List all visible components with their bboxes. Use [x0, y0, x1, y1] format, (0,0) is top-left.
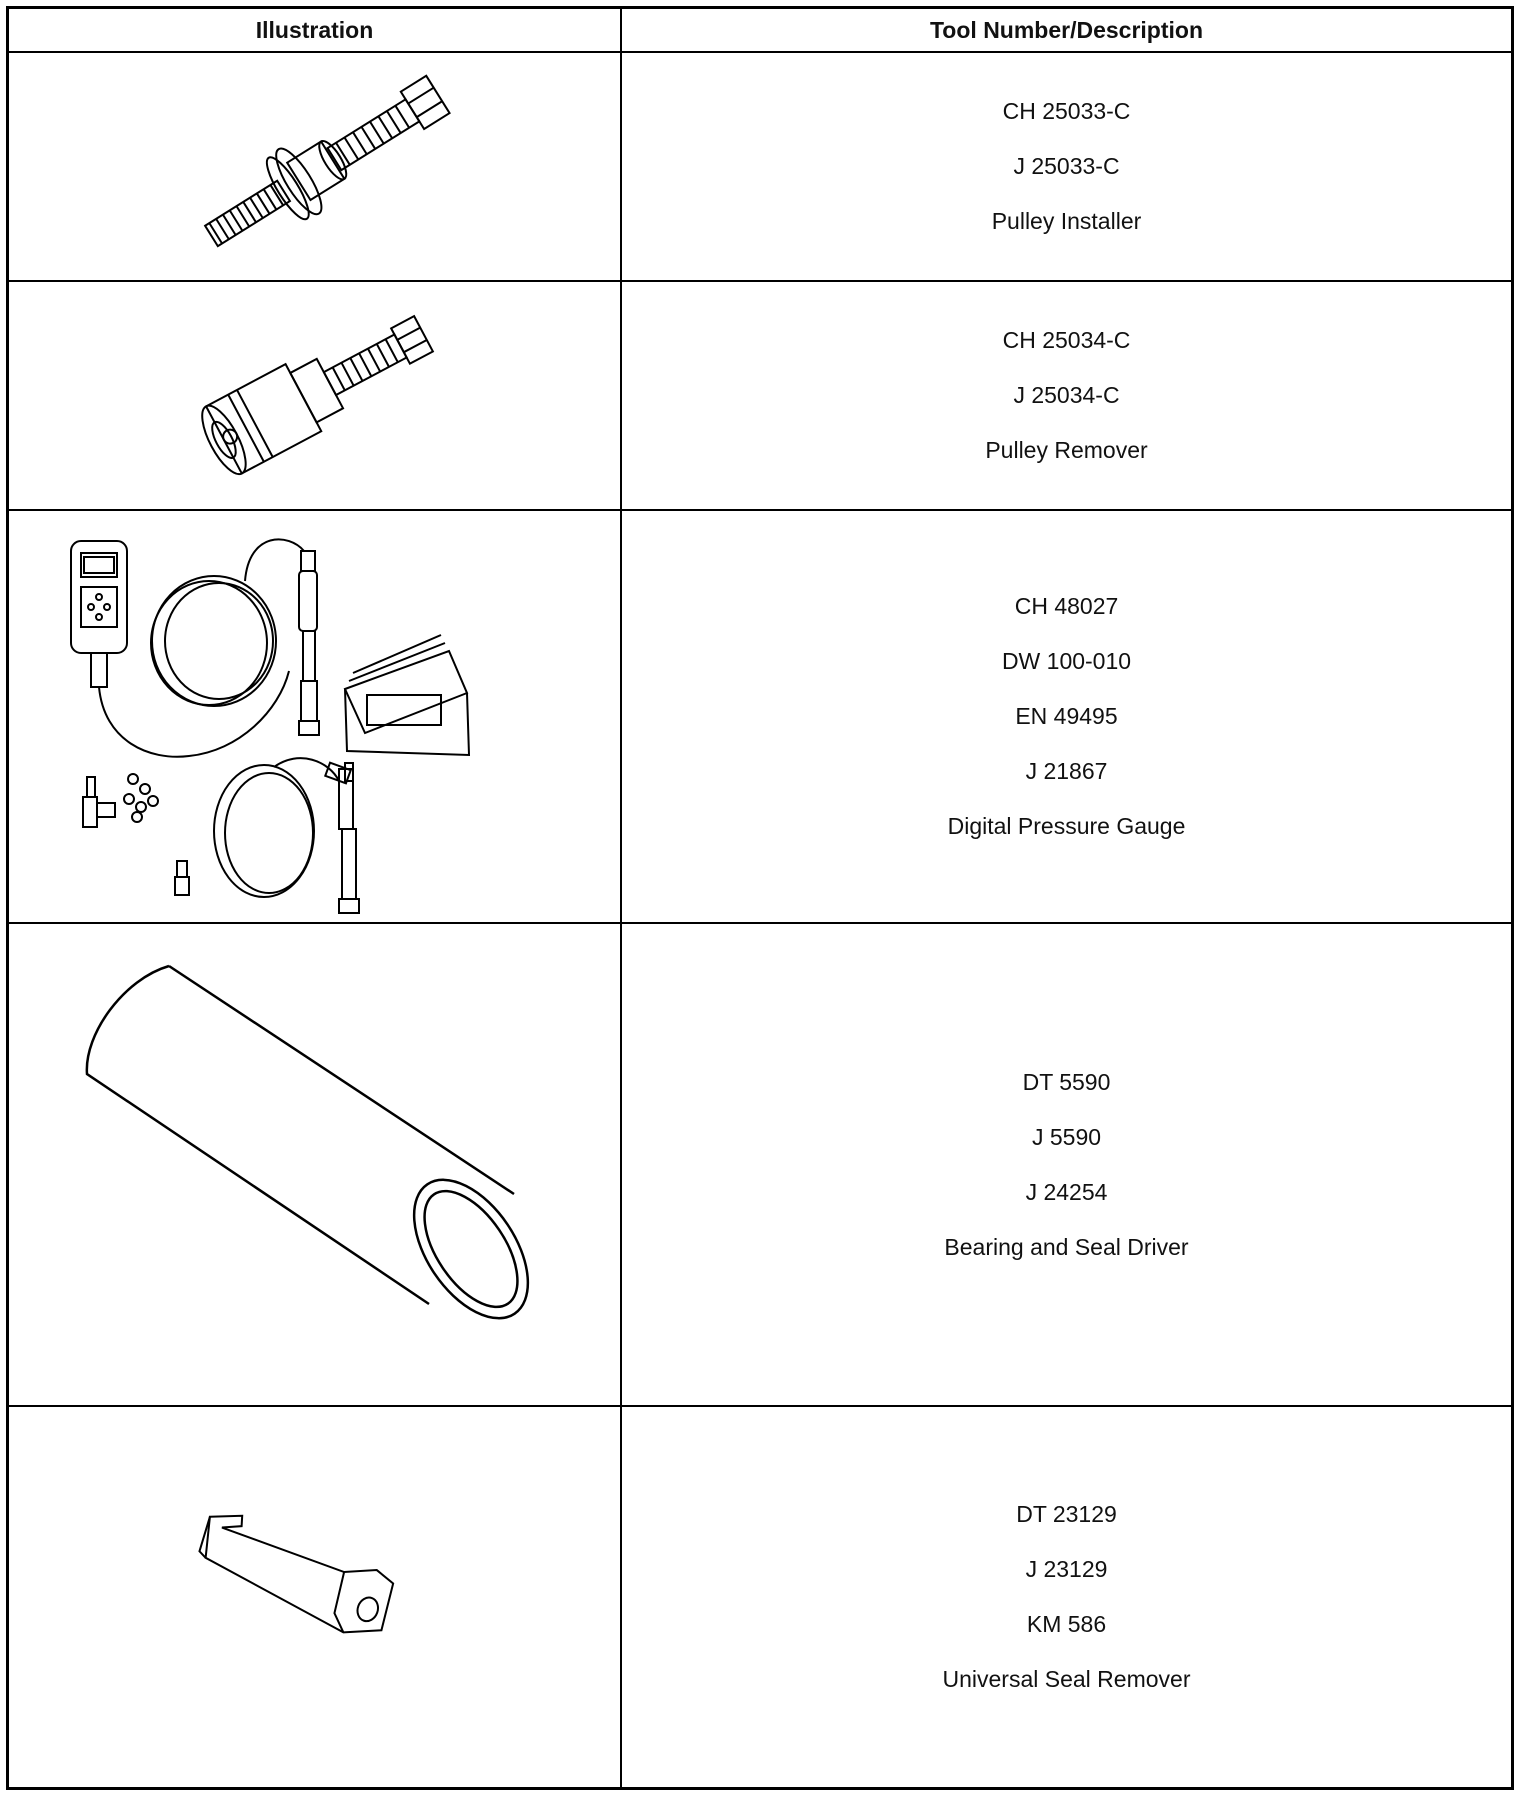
tool-number: CH 48027	[1014, 593, 1119, 619]
tool-number: CH 25034-C	[1002, 327, 1131, 353]
tool-description	[622, 53, 1511, 280]
tool-number: J 25034-C	[1013, 382, 1120, 408]
tool-number: DT 23129	[1016, 1501, 1117, 1527]
table-row	[9, 511, 1511, 924]
tool-name: Bearing and Seal Driver	[944, 1233, 1189, 1260]
table-header	[9, 9, 1511, 53]
bearing-seal-driver-icon	[9, 924, 620, 1405]
tool-number: CH 25033-C	[1002, 98, 1131, 124]
tool-name: Pulley Installer	[991, 208, 1142, 234]
tool-number: J 5590	[1031, 1123, 1102, 1150]
header-tool: Tool Number/Description	[929, 16, 1204, 43]
table-row	[9, 53, 1511, 282]
table-row	[9, 1407, 1511, 1787]
tool-number: J 21867	[1025, 758, 1108, 784]
tool-number: DW 100-010	[1001, 648, 1132, 674]
tool-description	[622, 282, 1511, 509]
tool-description	[622, 511, 1511, 922]
tool-name: Pulley Remover	[985, 437, 1148, 463]
tool-name: Universal Seal Remover	[942, 1666, 1191, 1692]
digital-pressure-gauge-icon	[9, 511, 620, 922]
tool-number: J 25033-C	[1013, 153, 1120, 179]
tool-description	[622, 924, 1511, 1405]
tool-name: Digital Pressure Gauge	[947, 813, 1186, 839]
tool-number: EN 49495	[1015, 703, 1118, 729]
universal-seal-remover-icon	[9, 1407, 620, 1787]
pulley-installer-icon	[9, 53, 620, 280]
tool-description	[622, 1407, 1511, 1787]
table-row	[9, 282, 1511, 511]
header-illustration: Illustration	[255, 16, 374, 43]
tool-table	[6, 6, 1514, 1790]
pulley-remover-icon	[9, 282, 620, 509]
tool-number: KM 586	[1026, 1611, 1107, 1637]
table-row	[9, 924, 1511, 1407]
tool-number: J 24254	[1025, 1178, 1108, 1205]
tool-number: DT 5590	[1022, 1068, 1111, 1095]
tool-number: J 23129	[1025, 1556, 1108, 1582]
